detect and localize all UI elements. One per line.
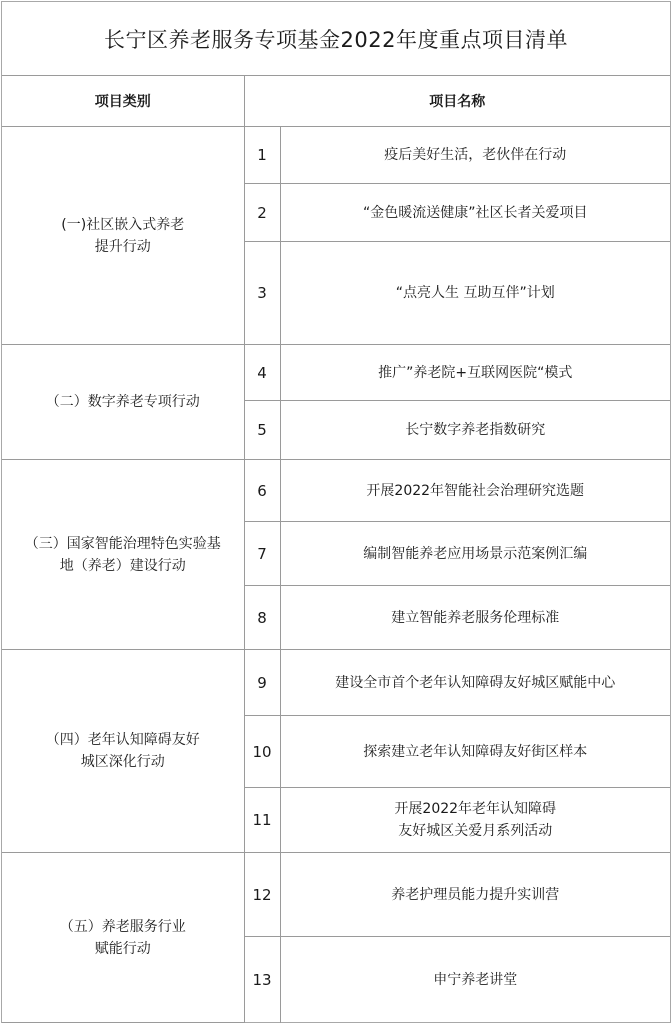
project-name: 建设全市首个老年认知障碍友好城区赋能中心 — [280, 650, 670, 716]
category-cell — [2, 127, 244, 345]
category-line: (一)社区嵌入式养老 — [61, 216, 185, 233]
category-line: 赋能行动 — [94, 940, 151, 957]
project-list-sheet — [1, 1, 671, 1023]
row-number: 12 — [244, 853, 280, 937]
category-cell — [2, 650, 244, 853]
project-name: 长宁数字养老指数研究 — [280, 401, 670, 460]
row-number: 13 — [244, 937, 280, 1023]
project-name: 养老护理员能力提升实训营 — [280, 853, 670, 937]
category-line: （二）数字养老专项行动 — [45, 394, 200, 410]
table-row — [2, 345, 670, 401]
project-name: 探索建立老年认知障碍友好街区样本 — [280, 716, 670, 788]
project-name: 建立智能养老服务伦理标准 — [280, 586, 670, 650]
row-number: 5 — [244, 401, 280, 460]
project-name: 编制智能养老应用场景示范案例汇编 — [280, 522, 670, 586]
project-name: “金色暖流送健康”社区长者关爱项目 — [280, 184, 670, 242]
table-row — [2, 460, 670, 522]
project-table — [2, 76, 670, 1023]
project-name: 推广”养老院+互联网医院“模式 — [280, 345, 670, 401]
page-title: 长宁区养老服务专项基金2022年度重点项目清单 — [2, 2, 670, 76]
category-line: （五）养老服务行业 — [59, 918, 186, 935]
header-category: 项目类别 — [2, 76, 244, 127]
row-number: 10 — [244, 716, 280, 788]
row-number: 6 — [244, 460, 280, 522]
row-number: 3 — [244, 242, 280, 345]
category-line: 提升行动 — [94, 238, 151, 255]
header-project-name: 项目名称 — [244, 76, 670, 127]
row-number: 7 — [244, 522, 280, 586]
row-number: 2 — [244, 184, 280, 242]
category-cell — [2, 853, 244, 1023]
header-row — [2, 76, 670, 127]
project-name: 开展2022年智能社会治理研究选题 — [280, 460, 670, 522]
row-number: 4 — [244, 345, 280, 401]
table-row — [2, 127, 670, 184]
project-name-line: 友好城区关爱月系列活动 — [398, 823, 553, 839]
category-line: 地（养老）建设行动 — [59, 557, 186, 574]
category-cell — [2, 345, 244, 460]
category-line: 城区深化行动 — [80, 754, 165, 770]
row-number: 1 — [244, 127, 280, 184]
table-row — [2, 650, 670, 716]
project-name: “点亮人生 互助互伴”计划 — [280, 242, 670, 345]
project-name-line: 开展2022年老年认知障碍 — [394, 801, 557, 817]
project-name: 疫后美好生活，老伙伴在行动 — [280, 127, 670, 184]
category-line: （三）国家智能治理特色实验基 — [24, 535, 221, 552]
row-number: 11 — [244, 788, 280, 853]
table-row — [2, 853, 670, 937]
row-number: 8 — [244, 586, 280, 650]
project-name — [280, 788, 670, 853]
project-name: 申宁养老讲堂 — [280, 937, 670, 1023]
category-cell — [2, 460, 244, 650]
row-number: 9 — [244, 650, 280, 716]
category-line: （四）老年认知障碍友好 — [45, 732, 200, 748]
